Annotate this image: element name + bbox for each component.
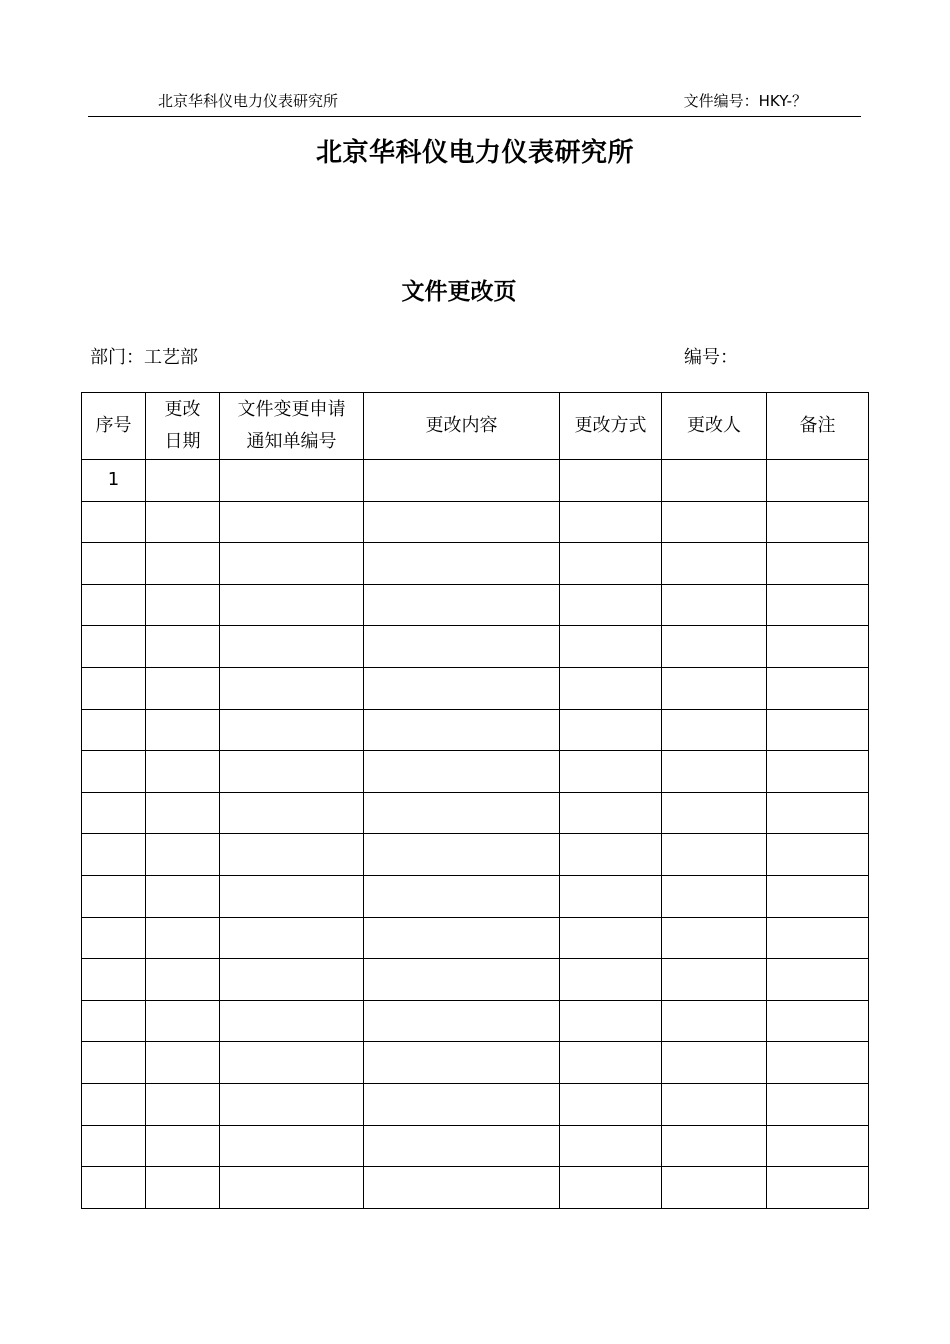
cell-notice-no [220, 1000, 364, 1042]
cell-notice-no [220, 792, 364, 834]
cell-remarks [767, 584, 869, 626]
cell-person [662, 1083, 767, 1125]
cell-date [146, 834, 220, 876]
cell-method [560, 1000, 662, 1042]
cell-date [146, 751, 220, 793]
cell-remarks [767, 751, 869, 793]
cell-content [364, 667, 560, 709]
cell-person [662, 834, 767, 876]
col-header-person: 更改人 [662, 393, 767, 460]
cell-date [146, 584, 220, 626]
table-row [82, 917, 869, 959]
cell-person [662, 875, 767, 917]
cell-person [662, 1042, 767, 1084]
cell-remarks [767, 875, 869, 917]
table-row [82, 751, 869, 793]
cell-seq [82, 501, 146, 543]
cell-seq [82, 751, 146, 793]
cell-person [662, 959, 767, 1001]
table-row [82, 875, 869, 917]
table-row [82, 792, 869, 834]
cell-notice-no [220, 460, 364, 502]
table-row [82, 626, 869, 668]
number-label: 编号： [684, 347, 738, 368]
page-header [88, 88, 861, 117]
cell-date [146, 1125, 220, 1167]
cell-method [560, 501, 662, 543]
cell-remarks [767, 709, 869, 751]
header-doc-number: 文件编号：HKY-？ [683, 92, 807, 110]
cell-date [146, 917, 220, 959]
cell-method [560, 543, 662, 585]
cell-method [560, 1083, 662, 1125]
cell-date [146, 1000, 220, 1042]
cell-notice-no [220, 626, 364, 668]
cell-seq [82, 1083, 146, 1125]
table-row [82, 834, 869, 876]
cell-seq [82, 584, 146, 626]
cell-date [146, 1167, 220, 1209]
cell-method [560, 584, 662, 626]
table-header-row [82, 393, 869, 460]
cell-method [560, 959, 662, 1001]
cell-seq [82, 543, 146, 585]
col-header-date: 更改 日期 [146, 393, 220, 460]
cell-method [560, 917, 662, 959]
cell-date [146, 626, 220, 668]
cell-content [364, 1000, 560, 1042]
table-row [82, 460, 869, 502]
cell-date [146, 543, 220, 585]
col-header-remarks: 备注 [767, 393, 869, 460]
cell-notice-no [220, 584, 364, 626]
doc-title: 文件更改页 [401, 279, 517, 305]
table-row [82, 1167, 869, 1209]
cell-content [364, 917, 560, 959]
cell-date [146, 1083, 220, 1125]
cell-notice-no [220, 1083, 364, 1125]
cell-method [560, 1042, 662, 1084]
cell-content [364, 543, 560, 585]
table-row [82, 709, 869, 751]
cell-content [364, 1083, 560, 1125]
cell-seq [82, 1125, 146, 1167]
table-body [82, 460, 869, 1209]
change-record-table [81, 392, 869, 1209]
cell-notice-no [220, 501, 364, 543]
cell-person [662, 917, 767, 959]
cell-content [364, 834, 560, 876]
cell-seq [82, 959, 146, 1001]
cell-notice-no [220, 751, 364, 793]
cell-method [560, 1125, 662, 1167]
cell-content [364, 1167, 560, 1209]
table-row [82, 1042, 869, 1084]
cell-seq [82, 709, 146, 751]
cell-content [364, 1042, 560, 1084]
cell-seq [82, 875, 146, 917]
cell-remarks [767, 1042, 869, 1084]
cell-seq [82, 1000, 146, 1042]
cell-notice-no [220, 834, 364, 876]
cell-person [662, 709, 767, 751]
cell-seq: 1 [82, 460, 146, 502]
cell-content [364, 501, 560, 543]
cell-remarks [767, 959, 869, 1001]
cell-remarks [767, 667, 869, 709]
cell-person [662, 751, 767, 793]
cell-remarks [767, 917, 869, 959]
cell-remarks [767, 1167, 869, 1209]
cell-seq [82, 1042, 146, 1084]
cell-content [364, 875, 560, 917]
cell-date [146, 667, 220, 709]
cell-person [662, 584, 767, 626]
cell-method [560, 1167, 662, 1209]
col-header-content: 更改内容 [364, 393, 560, 460]
cell-method [560, 751, 662, 793]
cell-method [560, 667, 662, 709]
cell-person [662, 1125, 767, 1167]
cell-content [364, 751, 560, 793]
cell-date [146, 460, 220, 502]
cell-person [662, 501, 767, 543]
cell-content [364, 792, 560, 834]
col-header-notice-no: 文件变更申请 通知单编号 [220, 393, 364, 460]
cell-person [662, 667, 767, 709]
cell-content [364, 1125, 560, 1167]
cell-notice-no [220, 543, 364, 585]
cell-remarks [767, 792, 869, 834]
cell-notice-no [220, 959, 364, 1001]
col-header-method: 更改方式 [560, 393, 662, 460]
cell-content [364, 959, 560, 1001]
department-label: 部门：工艺部 [90, 347, 198, 368]
cell-person [662, 1167, 767, 1209]
cell-method [560, 709, 662, 751]
table-row [82, 959, 869, 1001]
cell-notice-no [220, 1167, 364, 1209]
cell-method [560, 626, 662, 668]
cell-content [364, 584, 560, 626]
cell-date [146, 959, 220, 1001]
cell-person [662, 543, 767, 585]
cell-remarks [767, 501, 869, 543]
table-row [82, 1125, 869, 1167]
table-row [82, 501, 869, 543]
col-header-seq: 序号 [82, 393, 146, 460]
cell-content [364, 709, 560, 751]
cell-notice-no [220, 875, 364, 917]
cell-date [146, 875, 220, 917]
cell-notice-no [220, 917, 364, 959]
header-org-name: 北京华科仪电力仪表研究所 [158, 92, 339, 110]
cell-notice-no [220, 1042, 364, 1084]
cell-remarks [767, 1000, 869, 1042]
cell-remarks [767, 1083, 869, 1125]
cell-date [146, 792, 220, 834]
cell-seq [82, 626, 146, 668]
cell-notice-no [220, 667, 364, 709]
cell-date [146, 709, 220, 751]
cell-method [560, 875, 662, 917]
cell-remarks [767, 543, 869, 585]
cell-notice-no [220, 709, 364, 751]
cell-person [662, 1000, 767, 1042]
cell-method [560, 460, 662, 502]
cell-method [560, 792, 662, 834]
cell-method [560, 834, 662, 876]
cell-date [146, 1042, 220, 1084]
cell-content [364, 626, 560, 668]
cell-person [662, 626, 767, 668]
org-title: 北京华科仪电力仪表研究所 [315, 138, 634, 168]
cell-person [662, 460, 767, 502]
cell-seq [82, 1167, 146, 1209]
cell-remarks [767, 626, 869, 668]
cell-content [364, 460, 560, 502]
cell-notice-no [220, 1125, 364, 1167]
table-row [82, 584, 869, 626]
cell-remarks [767, 834, 869, 876]
cell-seq [82, 667, 146, 709]
cell-remarks [767, 460, 869, 502]
table-row [82, 543, 869, 585]
table-row [82, 1000, 869, 1042]
table-row [82, 1083, 869, 1125]
cell-seq [82, 834, 146, 876]
cell-remarks [767, 1125, 869, 1167]
cell-seq [82, 792, 146, 834]
cell-seq [82, 917, 146, 959]
cell-date [146, 501, 220, 543]
cell-person [662, 792, 767, 834]
table-row [82, 667, 869, 709]
